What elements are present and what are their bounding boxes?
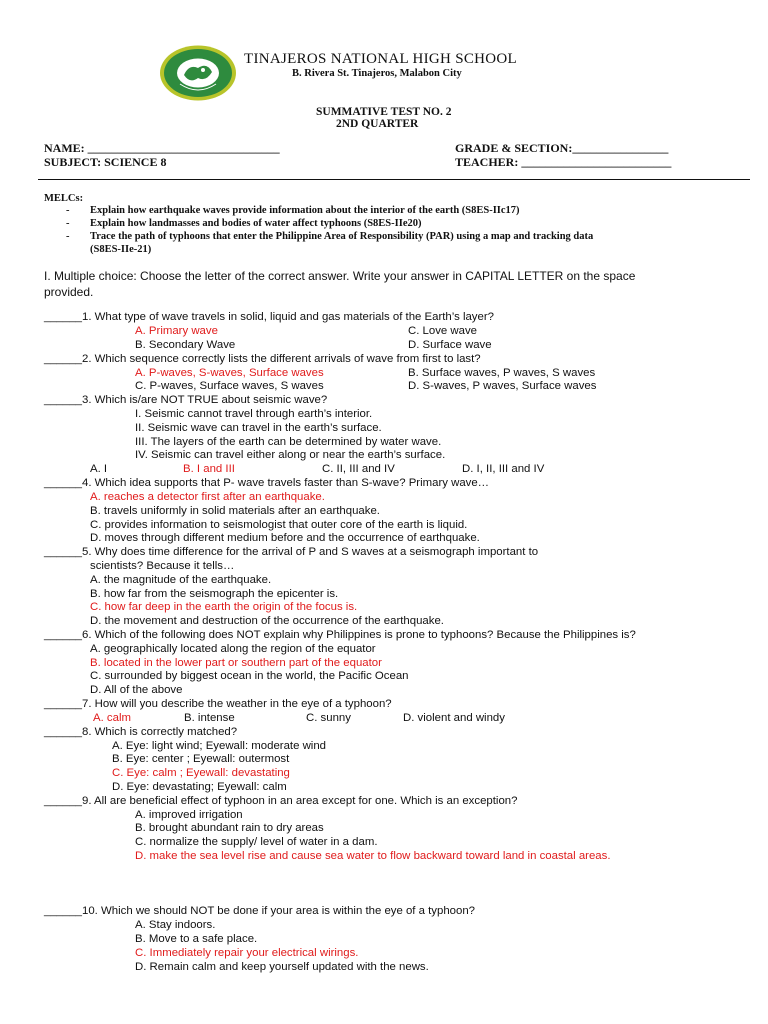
choice-b: B. I and III [183,463,235,475]
choice-c: C. Love wave [408,325,478,337]
melcs-heading: MELCs: [44,193,84,204]
choice-d: D. Eye: devastating; Eyewall: calm [112,781,287,793]
question-stem: ______3. Which is/are NOT TRUE about seismic wave? [44,394,328,406]
choice-b: B. brought abundant rain to dry areas [135,822,324,834]
quarter-label: 2ND QUARTER [336,118,419,130]
statement: III. The layers of the earth can be determined by water wave. [135,436,442,448]
choice-d: D. the movement and destruction of the occurrence of the earthquake. [90,615,444,627]
melc-item: Trace the path of typhoons that enter the Philippine Area of Responsibility (PAR) using a map and tracking data [90,231,594,242]
choice-c: C. P-waves, Surface waves, S waves [135,380,324,392]
choice-c: C. Eye: calm ; Eyewall: devastating [112,767,290,779]
choice-b: B. located in the lower part or southern part of the equator [90,657,382,669]
choice-b: B. travels uniformly in solid materials after an earthquake. [90,505,380,517]
choice-d: D. Remain calm and keep yourself updated with the news. [135,961,429,973]
question-stem: ______10. Which we should NOT be done if your area is within the eye of a typhoon? [44,905,476,917]
question-stem: ______5. Why does time difference for the arrival of P and S waves at a seismograph important to [44,546,539,558]
choice-a: A. improved irrigation [135,809,243,821]
choice-d: D. Surface wave [408,339,492,351]
choice-c: C. provides information to seismologist that outer core of the earth is liquid. [90,519,468,531]
choice-a: A. geographically located along the region of the equator [90,643,376,655]
statement: I. Seismic cannot travel through earth’s interior. [135,408,373,420]
choice-b: B. Eye: center ; Eyewall: outermost [112,753,290,765]
question-stem: ______9. All are beneficial effect of typhoon in an area except for one. Which is an exception? [44,795,518,807]
choice-c: C. how far deep in the earth the origin of the focus is. [90,601,358,613]
name-field: NAME: ________________________________ [44,141,280,155]
choice-a: A. reaches a detector first after an earthquake. [90,491,325,503]
question-stem-cont: scientists? Because it tells… [90,560,235,572]
school-logo [158,44,238,102]
choice-b: B. intense [184,712,235,724]
instructions: I. Multiple choice: Choose the letter of the correct answer. Write your answer in CAPITAL LETTER on the space [44,269,636,283]
question-stem: ______2. Which sequence correctly lists the different arrivals of wave from first to last? [44,353,481,365]
choice-a: A. Eye: light wind; Eyewall: moderate wind [112,740,326,752]
melc-bullet: - [66,218,70,229]
choice-c: C. surrounded by biggest ocean in the world, the Pacific Ocean [90,670,409,682]
choice-a: A. Primary wave [135,325,218,337]
choice-d: D. moves through different medium before and the occurrence of earthquake. [90,532,480,544]
subject-field: SUBJECT: SCIENCE 8 [44,155,167,169]
melc-bullet: - [66,205,70,216]
statement: IV. Seismic can travel either along or near the earth’s surface. [135,449,446,461]
question-stem: ______7. How will you describe the weather in the eye of a typhoon? [44,698,392,710]
choice-a: A. Stay indoors. [135,919,216,931]
choice-d: D. S-waves, P waves, Surface waves [408,380,597,392]
choice-b: B. Surface waves, P waves, S waves [408,367,596,379]
school-name: TINAJEROS NATIONAL HIGH SCHOOL [244,51,518,67]
instructions-cont: provided. [44,285,94,299]
melc-item: Explain how landmasses and bodies of water affect typhoons (S8ES-IIe20) [90,218,422,229]
question-stem: ______4. Which idea supports that P- wave travels faster than S-wave? Primary wave… [44,477,490,489]
question-stem: ______6. Which of the following does NOT explain why Philippines is prone to typhoons? Because the Philippines is? [44,629,636,641]
choice-a: A. I [90,463,108,475]
choice-b: B. how far from the seismograph the epicenter is. [90,588,339,600]
teacher-field: TEACHER: _________________________ [455,155,672,169]
melc-item: Explain how earthquake waves provide information about the interior of the earth (S8ES-IIc17) [90,205,520,216]
choice-d: D. All of the above [90,684,183,696]
choice-a: A. calm [93,712,131,724]
choice-a: A. the magnitude of the earthquake. [90,574,272,586]
school-address: B. Rivera St. Tinajeros, Malabon City [292,68,462,79]
choice-c: C. Immediately repair your electrical wirings. [135,947,359,959]
choice-d: D. violent and windy [403,712,505,724]
question-stem: ______8. Which is correctly matched? [44,726,238,738]
test-title: SUMMATIVE TEST NO. 2 [316,106,452,118]
choice-c: C. normalize the supply/ level of water in a dam. [135,836,378,848]
melc-bullet: - [66,231,70,242]
melc-item: (S8ES-IIe-21) [90,244,152,255]
choice-d: D. I, II, III and IV [462,463,545,475]
question-stem: ______1. What type of wave travels in solid, liquid and gas materials of the Earth’s layer? [44,311,494,323]
statement: II. Seismic wave can travel in the earth’s surface. [135,422,382,434]
choice-b: B. Move to a safe place. [135,933,258,945]
choice-a: A. P-waves, S-waves, Surface waves [135,367,324,379]
choice-d: D. make the sea level rise and cause sea water to flow backward toward land in coastal areas. [135,850,611,862]
choice-c: C. II, III and IV [322,463,395,475]
grade-section-field: GRADE & SECTION:________________ [455,141,669,155]
choice-b: B. Secondary Wave [135,339,236,351]
choice-c: C. sunny [306,712,351,724]
header-divider [38,179,750,180]
